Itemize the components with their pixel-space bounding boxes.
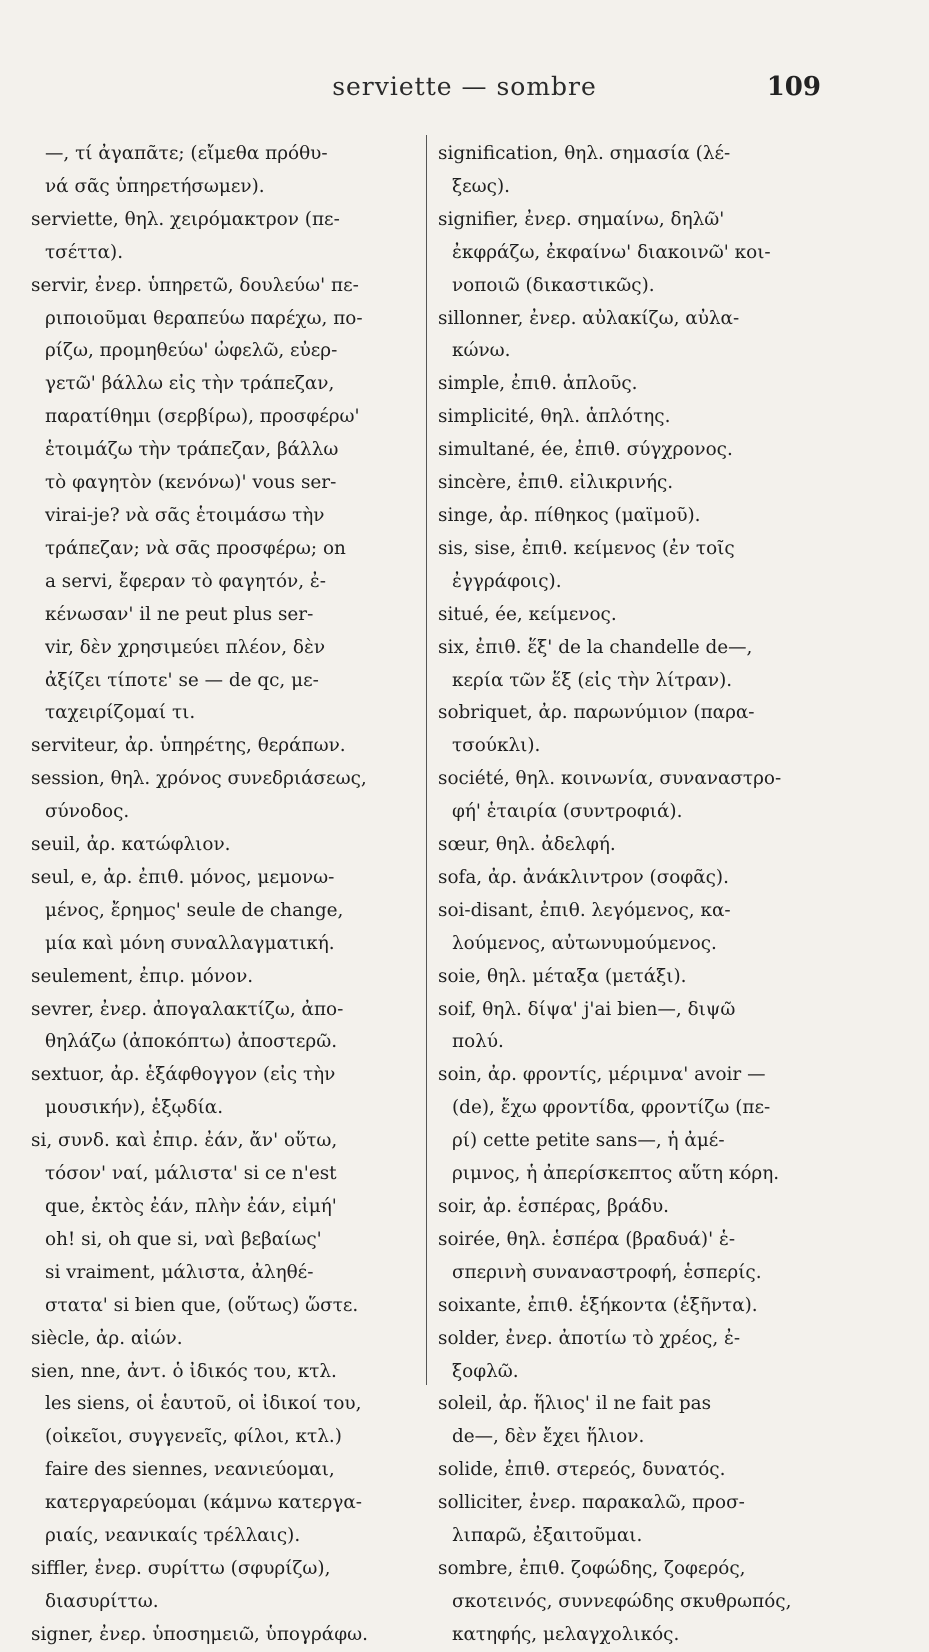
dictionary-line: ἑτοιμάζω τὴν τράπεζαν, βάλλω (45, 439, 339, 461)
dictionary-line: soie, θηλ. μέταξα (μετάξι). (438, 965, 687, 987)
dictionary-line: soleil, ἀρ. ἥλιος' il ne fait pas (438, 1393, 712, 1415)
dictionary-line: solliciter, ἐνερ. παρακαλῶ, προσ- (438, 1492, 745, 1514)
dictionary-line: (de), ἔχω φροντίδα, φροντίζω (πε- (452, 1097, 771, 1119)
dictionary-line: situé, ée, κείμενος. (438, 603, 617, 625)
dictionary-line: ριποιοῦμαι θεραπεύω παρέχω, πο- (45, 307, 363, 329)
dictionary-line: φή' ἑταιρία (συντροφιά). (452, 801, 683, 823)
dictionary-line: siècle, ἀρ. αἰών. (31, 1327, 183, 1349)
dictionary-line: κατηφής, μελαγχολικός. (452, 1623, 680, 1645)
dictionary-line: simultané, ée, ἐπιθ. σύγχρονος. (438, 439, 733, 461)
dictionary-line: σπερινὴ συναναστροφή, ἑσπερίς. (452, 1261, 762, 1283)
dictionary-line: singe, ἀρ. πίθηκος (μαϊμοῦ). (438, 504, 701, 526)
dictionary-line: signifier, ἐνερ. σημαίνω, δηλῶ' (438, 208, 725, 230)
dictionary-line: servir, ἐνερ. ὑπηρετῶ, δουλεύω' πε- (31, 274, 359, 296)
dictionary-line: session, θηλ. χρόνος συνεδριάσεως, (31, 768, 367, 790)
dictionary-line: sœur, θηλ. ἀδελφή. (438, 834, 616, 856)
dictionary-line: seuil, ἀρ. κατώφλιον. (31, 834, 231, 856)
dictionary-line: société, θηλ. κοινωνία, συναναστρο- (438, 768, 782, 790)
left-column (31, 138, 403, 1652)
dictionary-line: oh! si, oh que si, ναὶ βεβαίως' (45, 1228, 322, 1250)
dictionary-line: soirée, θηλ. ἑσπέρα (βραδυά)' ἑ- (438, 1228, 736, 1250)
column-divider (426, 135, 427, 1385)
dictionary-line: κένωσαν' il ne peut plus ser- (45, 603, 314, 625)
dictionary-line: seulement, ἐπιρ. μόνον. (31, 965, 254, 987)
dictionary-line: ξοφλῶ. (452, 1360, 519, 1382)
dictionary-line: seul, e, ἀρ. ἐπιθ. μόνος, μεμονω- (31, 866, 335, 888)
dictionary-line: ρί) cette petite sans—, ἡ ἀμέ- (452, 1130, 725, 1152)
dictionary-line: signification, θηλ. σημασία (λέ- (438, 143, 731, 164)
dictionary-line: σύνοδος. (45, 801, 130, 823)
page-header (0, 72, 929, 112)
dictionary-line: νά σᾶς ὑπηρετήσωμεν). (45, 175, 265, 197)
dictionary-line: τσούκλι). (452, 735, 541, 757)
right-column (438, 138, 810, 1652)
dictionary-line: sobriquet, ἀρ. παρωνύμιον (παρα- (438, 702, 755, 724)
dictionary-line: πολύ. (452, 1031, 504, 1053)
dictionary-line: ἐγγράφοις). (452, 570, 562, 592)
dictionary-line: soin, ἀρ. φροντίς, μέριμνα' avoir — (438, 1064, 766, 1086)
dictionary-line: θηλάζω (ἀποκόπτω) ἀποστερῶ. (45, 1031, 338, 1053)
dictionary-line: μένος, ἔρημος' seule de change, (45, 899, 344, 921)
dictionary-line: soi-disant, ἐπιθ. λεγόμενος, κα- (438, 899, 731, 921)
dictionary-line: a servi, ἔφεραν τὸ φαγητόν, ἐ- (45, 570, 327, 592)
dictionary-line: σκοτεινός, συννεφώδης σκυθρωπός, (452, 1590, 792, 1612)
dictionary-line: six, ἐπιθ. ἕξ' de la chandelle de—, (438, 636, 753, 658)
dictionary-line: sis, sise, ἐπιθ. κείμενος (ἐν τοῖς (438, 537, 735, 559)
dictionary-line: sincère, ἐπιθ. εἰλικρινής. (438, 472, 674, 494)
dictionary-line: simplicité, θηλ. ἁπλότης. (438, 406, 671, 428)
dictionary-line: στατα' si bien que, (οὕτως) ὥστε. (45, 1294, 359, 1316)
dictionary-line: signer, ἐνερ. ὑποσημειῶ, ὑπογράφω. (31, 1623, 368, 1645)
dictionary-line: κώνω. (452, 340, 511, 362)
dictionary-line: serviette, θηλ. χειρόμακτρον (πε- (31, 208, 340, 230)
dictionary-line: solder, ἐνερ. ἀποτίω τὸ χρέος, ἐ- (438, 1327, 741, 1349)
dictionary-line: soir, ἀρ. ἑσπέρας, βράδυ. (438, 1196, 669, 1217)
dictionary-line: si vraiment, μάλιστα, ἀληθέ- (45, 1261, 314, 1283)
dictionary-line: soif, θηλ. δίψα' j'ai bien—, διψῶ (438, 998, 736, 1020)
dictionary-line: τόσον' ναί, μάλιστα' si ce n'est (45, 1163, 337, 1185)
dictionary-line: (οἰκεῖοι, συγγενεῖς, φίλοι, κτλ.) (45, 1426, 342, 1448)
dictionary-line: τσέττα). (45, 241, 124, 263)
dictionary-line: ξεως). (452, 175, 510, 197)
dictionary-line: νοποιῶ (δικαστικῶς). (452, 274, 655, 296)
dictionary-line: ρίζω, προμηθεύω' ὠφελῶ, εὐερ- (45, 340, 338, 362)
dictionary-line: sien, nne, ἀντ. ὁ ἰδικός του, κτλ. (31, 1360, 337, 1382)
dictionary-line: siffler, ἐνερ. συρίττω (σφυρίζω), (31, 1557, 331, 1579)
dictionary-line: sextuor, ἀρ. ἑξάφθογγον (εἰς τὴν (31, 1064, 336, 1086)
dictionary-line: παρατίθημι (σερβίρω), προσφέρω' (45, 406, 360, 428)
dictionary-line: ταχειρίζομαί τι. (45, 702, 196, 724)
dictionary-line: sombre, ἐπιθ. ζοφώδης, ζοφερός, (438, 1557, 746, 1579)
dictionary-line: τὸ φαγητὸν (κενόνω)' vous ser- (45, 472, 337, 494)
dictionary-line: simple, ἐπιθ. ἁπλοῦς. (438, 373, 638, 395)
running-head: serviette — sombre (332, 72, 597, 101)
dictionary-line: de—, δὲν ἔχει ἥλιον. (452, 1426, 645, 1448)
dictionary-line: sevrer, ἐνερ. ἀπογαλακτίζω, ἀπο- (31, 998, 344, 1020)
dictionary-line: les siens, οἱ ἑαυτοῦ, οἱ ἰδικοί του, (45, 1393, 362, 1415)
dictionary-line: λιπαρῶ, ἐξαιτοῦμαι. (452, 1525, 643, 1547)
dictionary-line: διασυρίττω. (45, 1590, 159, 1612)
dictionary-line: sillonner, ἐνερ. αὐλακίζω, αὐλα- (438, 307, 740, 329)
dictionary-line: sofa, ἀρ. ἀνάκλιντρον (σοφᾶς). (438, 866, 729, 888)
page-number: 109 (766, 72, 821, 102)
dictionary-line: solide, ἐπιθ. στερεός, δυνατός. (438, 1459, 726, 1481)
dictionary-line: γετῶ' βάλλω εἰς τὴν τράπεζαν, (45, 373, 335, 395)
dictionary-line: que, ἐκτὸς ἐάν, πλὴν ἐάν, εἰμή' (45, 1196, 337, 1217)
dictionary-line: μουσικήν), ἑξῳδία. (45, 1097, 224, 1119)
dictionary-line: serviteur, ἀρ. ὑπηρέτης, θεράπων. (31, 735, 346, 757)
dictionary-line: soixante, ἐπιθ. ἑξήκοντα (ἑξῆντα). (438, 1294, 758, 1316)
dictionary-line: —, τί ἀγαπᾶτε; (εἴμεθα πρόθυ- (45, 143, 328, 164)
dictionary-line: τράπεζαν; νὰ σᾶς προσφέρω; on (45, 537, 346, 559)
dictionary-line: ριαίς, νεανικαίς τρέλλαις). (45, 1525, 301, 1547)
dictionary-line: si, συνδ. καὶ ἐπιρ. ἐάν, ἄν' οὕτω, (31, 1130, 338, 1152)
dictionary-line: ἐκφράζω, ἐκφαίνω' διακοινῶ' κοι- (452, 241, 771, 263)
dictionary-line: κατεργαρεύομαι (κάμνω κατεργα- (45, 1492, 362, 1514)
dictionary-line: λούμενος, αὐτωνυμούμενος. (452, 932, 717, 954)
dictionary-line: μία καὶ μόνη συναλλαγματική. (45, 932, 335, 954)
dictionary-line: ἀξίζει τίποτε' se — de qc, με- (45, 669, 319, 691)
dictionary-line: virai-je? νὰ σᾶς ἑτοιμάσω τὴν (45, 504, 325, 526)
dictionary-line: κερία τῶν ἕξ (εἰς τὴν λίτραν). (452, 669, 733, 691)
dictionary-line: faire des siennes, νεανιεύομαι, (45, 1459, 335, 1481)
dictionary-line: vir, δὲν χρησιμεύει πλέον, δὲν (45, 636, 326, 658)
dictionary-line: ριμνος, ἡ ἀπερίσκεπτος αὕτη κόρη. (452, 1163, 780, 1185)
